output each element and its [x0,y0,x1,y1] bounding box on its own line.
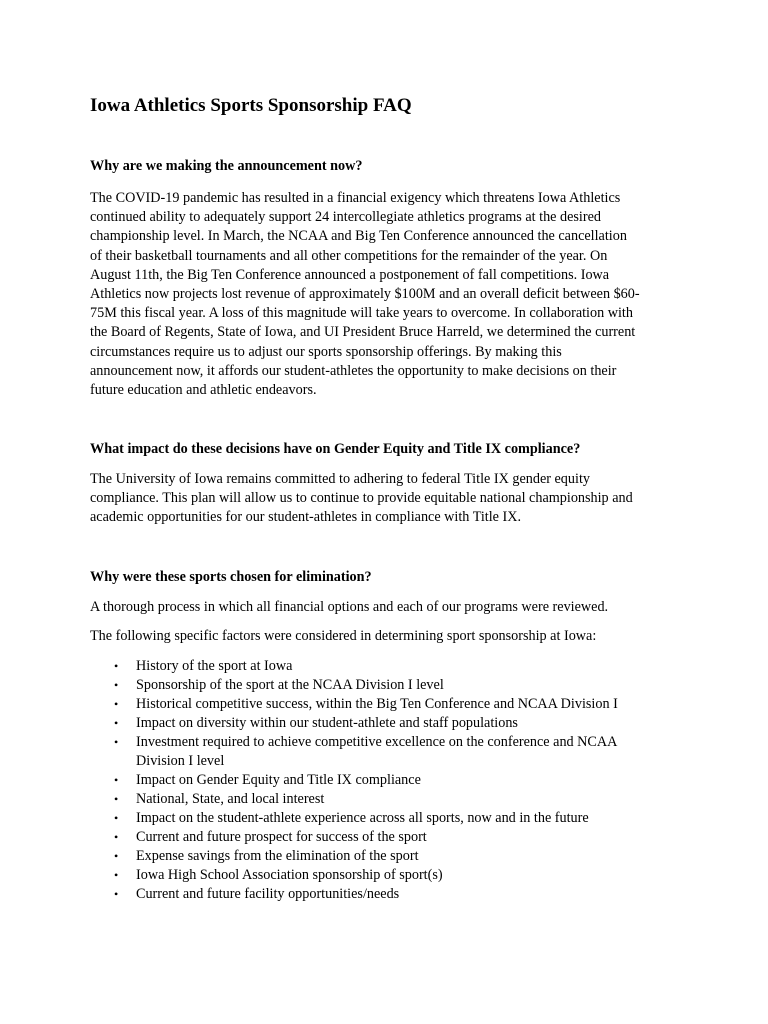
bullet-text: Current and future facility opportunities/needs [136,886,400,902]
bullet-icon: • [114,697,119,711]
paragraph-line: championship level. In March, the NCAA and Big Ten Conference announced the cancellation [90,228,627,245]
document-title: Iowa Athletics Sports Sponsorship FAQ [90,95,412,116]
paragraph-line: A thorough process in which all financial options and each of our programs were reviewed. [90,599,609,615]
paragraph-line: of their basketball tournaments and all other competitions for the remainder of the year. On [90,247,608,264]
paragraph-line: future education and athletic endeavors. [90,382,317,399]
bullet-text: Impact on diversity within our student-athlete and staff populations [136,715,518,731]
bullet-text-continuation: Division I level [136,753,225,769]
paragraph-line: The following specific factors were considered in determining sport sponsorship at Iowa: [90,628,597,644]
section-paragraph-title-ix [90,470,633,528]
section-heading-elimination: Why were these sports chosen for elimination? [90,569,372,585]
paragraph-line: announcement now, it affords our student-athletes the opportunity to make decisions on their [90,362,617,379]
section-paragraph-factors-intro [90,627,596,646]
bullet-item [90,733,618,771]
paragraph-line: Athletics now projects lost revenue of approximately $100M and an overall deficit between $60- [90,286,640,303]
bullet-text: Historical competitive success, within the Big Ten Conference and NCAA Division I [136,696,618,712]
bullet-item [90,695,618,714]
bullet-icon: • [114,678,119,692]
bullet-icon: • [114,868,119,882]
bullet-text: Iowa High School Association sponsorship of sport(s) [136,867,443,883]
bullet-item [90,790,618,809]
paragraph-line: continued ability to adequately support 24 intercollegiate athletics programs at the desired [90,209,601,226]
bullet-item [90,847,618,866]
bullet-item [90,809,618,828]
bullet-text: Current and future prospect for success of the sport [136,829,427,845]
bullet-item [90,676,618,695]
section-paragraph-announcement [90,189,640,400]
bullet-icon: • [114,849,119,863]
paragraph-line: the Board of Regents, State of Iowa, and UI President Bruce Harreld, we determined the current [90,324,636,341]
bullet-item [90,828,618,847]
section-heading-announcement: Why are we making the announcement now? [90,158,363,174]
bullet-text: Impact on Gender Equity and Title IX compliance [136,772,421,788]
bullet-text: History of the sport at Iowa [136,658,293,674]
bullet-text: Sponsorship of the sport at the NCAA Division I level [136,677,444,693]
paragraph-line: August 11th, the Big Ten Conference announced a postponement of fall competitions. Iowa [90,266,610,283]
section-paragraph-process [90,598,608,617]
bullet-icon: • [114,659,119,673]
bullet-text: National, State, and local interest [136,791,325,807]
bullet-icon: • [114,887,119,901]
bullet-text: Impact on the student-athlete experience across all sports, now and in the future [136,810,589,826]
bullet-text: Expense savings from the elimination of the sport [136,848,419,864]
bullet-item [90,866,618,885]
bullet-item [90,714,618,733]
bullet-icon: • [114,792,119,806]
paragraph-line: The University of Iowa remains committed to adhering to federal Title IX gender equity [90,471,590,487]
bullet-text: Investment required to achieve competitive excellence on the conference and NCAA [136,734,618,750]
bullet-item [90,885,618,904]
paragraph-line: The COVID-19 pandemic has resulted in a financial exigency which threatens Iowa Athletics [90,190,621,206]
bullet-icon: • [114,830,119,844]
paragraph-line: compliance. This plan will allow us to continue to provide equitable national championship and [90,490,633,507]
paragraph-line: academic opportunities for our student-athletes in compliance with Title IX. [90,509,522,526]
paragraph-line: circumstances require us to adjust our sports sponsorship offerings. By making this [90,343,562,360]
bullet-icon: • [114,773,119,787]
section-heading-title-ix: What impact do these decisions have on Gender Equity and Title IX compliance? [90,441,581,457]
bullet-item [90,657,618,676]
paragraph-line: 75M this fiscal year. A loss of this magnitude will take years to overcome. In collaboration with [90,305,633,322]
bullet-icon: • [114,716,119,730]
bullet-item [90,771,618,790]
bullet-icon: • [114,735,119,749]
factors-bullet-list [90,657,618,904]
bullet-icon: • [114,811,119,825]
